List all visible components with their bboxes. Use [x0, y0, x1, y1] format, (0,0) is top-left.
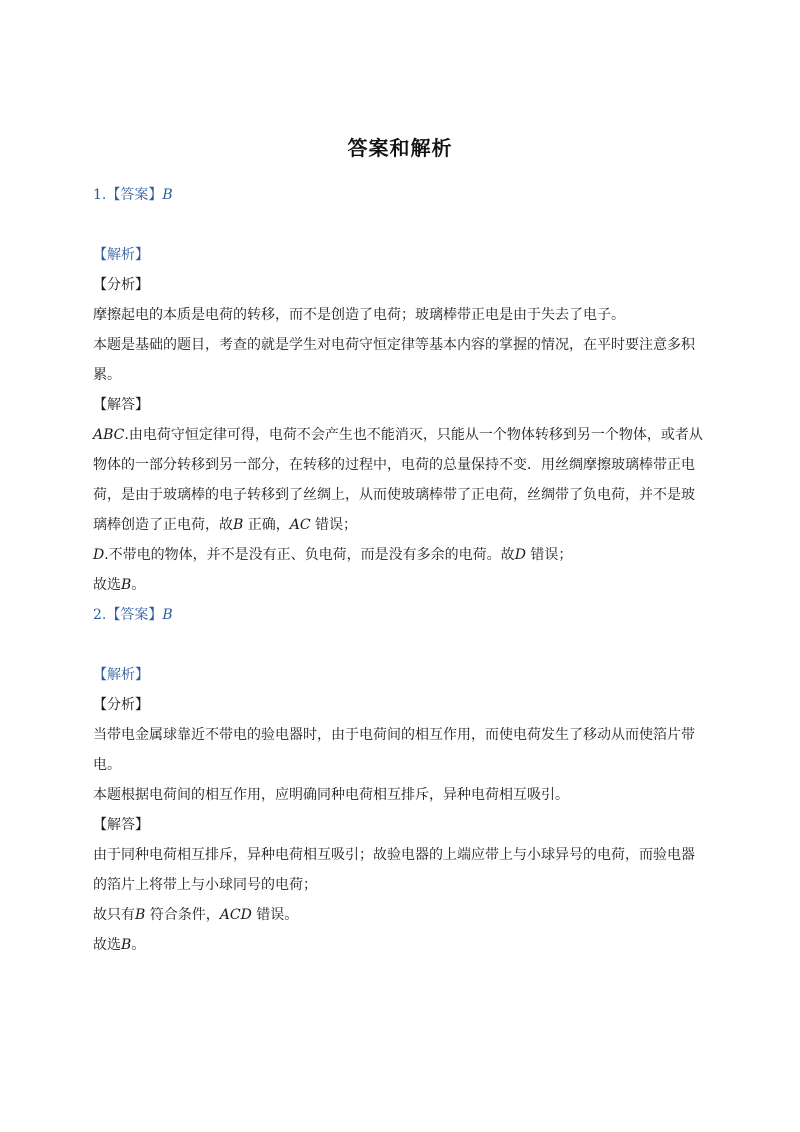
q1-conclusion-option: B — [121, 577, 132, 593]
q2-analysis-tag: 【解析】 — [93, 667, 149, 683]
q2-jieda-line-2 — [93, 900, 718, 930]
q1-fenxi-line-2b: 累。 — [93, 367, 121, 383]
q2-jieda-line-1b: 的箔片上将带上与小球同号的电荷； — [93, 877, 317, 893]
q1-jieda-line-1c: 荷，是由于玻璃棒的电子转移到了丝绸上，从而使玻璃棒带了正电荷，丝绸带了负电荷，并不是玻 — [93, 487, 695, 503]
q1-abc-label: ABC — [93, 427, 125, 443]
q1-jieda-line-1a — [93, 420, 718, 450]
q1-fenxi-tag: 【分析】 — [93, 277, 149, 293]
q2-conclusion-post: 。 — [131, 937, 146, 953]
q1-jieda-text-1a: .由电荷守恒定律可得，电荷不会产生也不能消灭，只能从一个物体转移到另一个物体，或者从 — [124, 427, 703, 443]
q2-jieda-option-acd: ACD — [219, 907, 252, 923]
q2-conclusion-option: B — [121, 937, 132, 953]
q1-fenxi-line-1: 摩擦起电的本质是电荷的转移，而不是创造了电荷；玻璃棒带正电是由于失去了电子。 — [93, 307, 625, 323]
q2-jieda-line-1a: 由于同种电荷相互排斥，异种电荷相互吸引；故验电器的上端应带上与小球异号的电荷，而验电器 — [93, 847, 695, 863]
q1-jieda-option-b: B — [233, 517, 244, 533]
q1-jieda-tag: 【解答】 — [93, 397, 149, 413]
q1-conclusion-pre: 故选 — [93, 577, 121, 593]
spacer — [93, 630, 718, 660]
q1-answer-value: B — [162, 187, 173, 203]
q2-fenxi-line-2: 本题根据电荷间的相互作用，应明确同种电荷相互排斥，异种电荷相互吸引。 — [93, 787, 569, 803]
q1-jieda-line-2 — [93, 540, 718, 570]
q2-conclusion-pre: 故选 — [93, 937, 121, 953]
q2-answer-line — [93, 600, 718, 630]
q1-jieda-text-1d-mid: 正确， — [243, 517, 290, 533]
q2-answer-tag: 【答案】 — [106, 607, 163, 623]
q2-fenxi-line-1b: 电。 — [93, 757, 121, 773]
q1-jieda-option-d: D — [514, 547, 526, 563]
q1-conclusion — [93, 570, 718, 600]
q2-jieda-text-2-pre: 故只有 — [93, 907, 135, 923]
q1-jieda-line-1b: 物体的一部分转移到另一部分，在转移的过程中，电荷的总量保持不变．用丝绸摩擦玻璃棒带正电 — [93, 457, 695, 473]
q1-fenxi-line-2a: 本题是基础的题目，考查的就是学生对电荷守恒定律等基本内容的掌握的情况，在平时要注意多积 — [93, 337, 695, 353]
spacer — [93, 210, 718, 240]
answer-content — [93, 180, 718, 960]
q2-number: 2. — [93, 607, 107, 623]
q1-answer-tag: 【答案】 — [106, 187, 163, 203]
q2-jieda-option-b: B — [135, 907, 146, 923]
q2-jieda-tag: 【解答】 — [93, 817, 149, 833]
q1-jieda-text-2-post: 错误； — [525, 547, 573, 563]
q1-jieda-line-1d — [93, 510, 718, 540]
q1-number: 1. — [93, 187, 107, 203]
q2-jieda-text-2-mid: 符合条件， — [145, 907, 220, 923]
q2-fenxi-line-1a: 当带电金属球靠近不带电的验电器时，由于电荷间的相互作用，而使电荷发生了移动从而使箔片带 — [93, 727, 695, 743]
q1-jieda-text-1d-post: 错误； — [310, 517, 358, 533]
q1-answer-line — [93, 180, 718, 210]
q1-jieda-text-2-pre: .不带电的物体，并不是没有正、负电荷，而是没有多余的电荷。故 — [104, 547, 515, 563]
q1-analysis-tag: 【解析】 — [93, 247, 149, 263]
page-title: 答案和解析 — [347, 136, 453, 160]
q1-conclusion-post: 。 — [131, 577, 146, 593]
q2-conclusion — [93, 930, 718, 960]
q1-jieda-text-1d-pre: 璃棒创造了正电荷，故 — [93, 517, 233, 533]
q1-jieda-option-ac: AC — [289, 517, 311, 533]
q2-fenxi-tag: 【分析】 — [93, 697, 149, 713]
q2-jieda-text-2-post: 错误。 — [251, 907, 299, 923]
q2-answer-value: B — [162, 607, 173, 623]
q1-d-label: D — [93, 547, 105, 563]
